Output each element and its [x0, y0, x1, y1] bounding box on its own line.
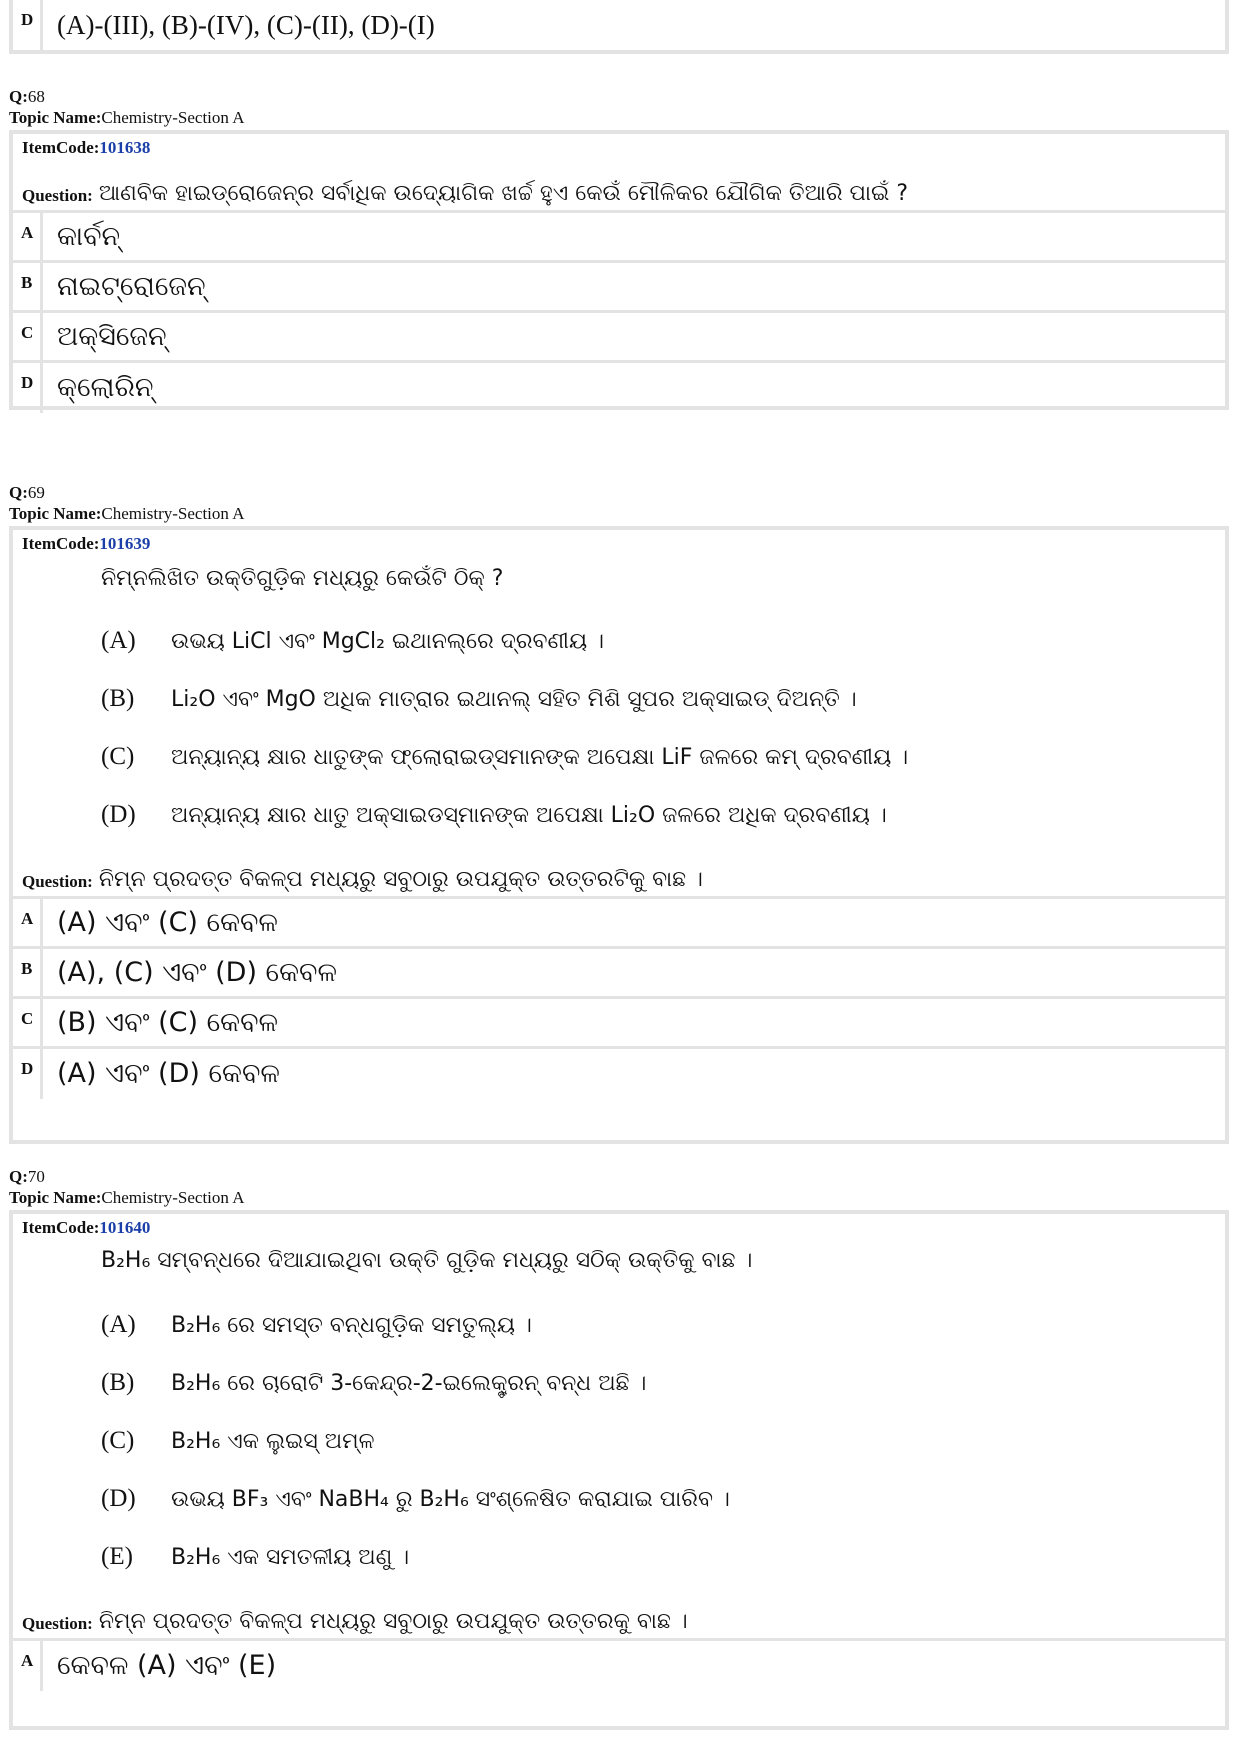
- option-letter: A: [13, 213, 43, 260]
- question-header: [9, 482, 244, 524]
- option-row[interactable]: [13, 949, 1225, 999]
- q-label: Q:: [9, 1167, 28, 1186]
- question-box: [9, 1210, 1229, 1730]
- option-text: (A) ଏବଂ (C) କେବଳ: [57, 906, 278, 938]
- question-number: 69: [27, 483, 45, 502]
- statement: [101, 612, 1225, 670]
- statement-label: (E): [101, 1543, 133, 1570]
- statement-label: (D): [101, 801, 136, 828]
- itemcode-label: ItemCode:: [22, 138, 100, 157]
- topic-label: Topic Name:: [9, 504, 102, 523]
- option-text: ନାଇଟ୍ରୋଜେନ୍: [57, 270, 206, 302]
- option-letter: C: [13, 313, 43, 360]
- statement-label: (A): [101, 627, 136, 654]
- question-number: 70: [27, 1167, 45, 1186]
- statement: [101, 728, 1225, 786]
- option-row[interactable]: [13, 1641, 1225, 1691]
- option-text: (A), (C) ଏବଂ (D) କେବଳ: [57, 956, 337, 988]
- statement-text: ଅନ୍ୟାନ୍ୟ କ୍ଷାର ଧାତୁଙ୍କ ଫ୍ଲୋରାଇଡ୍‌ସମାନଙ୍କ ଅପେକ୍ଷା LiF ଜଳରେ କମ୍ ଦ୍ରବଣୀୟ ।: [171, 744, 909, 770]
- question-label: Question:: [22, 186, 93, 205]
- question-label: Question:: [22, 872, 93, 891]
- itemcode-label: ItemCode:: [22, 1218, 100, 1237]
- itemcode-value: 101639: [99, 534, 151, 553]
- option-row[interactable]: [13, 363, 1225, 413]
- statement-text: Li₂O ଏବଂ MgO ଅଧିକ ମାତ୍ରାର ଇଥାନଲ୍ ସହିତ ମିଶି ସୁପର ଅକ୍ସାଇଡ୍ ଦିଅନ୍ତି ।: [171, 686, 857, 712]
- statement-text: ଉଭୟ LiCl ଏବଂ MgCl₂ ଇଥାନଲ୍‌ରେ ଦ୍ରବଣୀୟ ।: [171, 628, 605, 654]
- topic-name: Chemistry-Section A: [101, 504, 245, 523]
- option-text: କେବଳ (A) ଏବଂ (E): [57, 1650, 277, 1681]
- itemcode-value: 101640: [99, 1218, 151, 1237]
- option-row[interactable]: [13, 999, 1225, 1049]
- prev-options-box: [9, 0, 1229, 54]
- option-row[interactable]: [13, 899, 1225, 949]
- question-number: 68: [27, 87, 45, 106]
- statement-text: B₂H₆ ରେ ଚାରୋଟି 3-କେନ୍ଦ୍ର-2-ଇଲେକ୍ଟ୍ରନ୍ ବନ୍ଧ ଅଛି ।: [171, 1370, 647, 1396]
- question-intro: ନିମ୍ନଲିଖିତ ଉକ୍ତିଗୁଡ଼ିକ ମଧ୍ୟରୁ କେଉଁଟି ଠିକ୍ ?: [101, 566, 504, 591]
- option-letter: D: [13, 1049, 43, 1099]
- question-line: [13, 1586, 1225, 1641]
- question-line: [13, 162, 1225, 213]
- option-text: (B) ଏବଂ (C) କେବଳ: [57, 1006, 278, 1038]
- statement-text: B₂H₆ ରେ ସମସ୍ତ ବନ୍ଧଗୁଡ଼ିକ ସମତୁଲ୍ୟ ।: [171, 1312, 532, 1338]
- q-label: Q:: [9, 87, 28, 106]
- option-row[interactable]: [13, 313, 1225, 363]
- topic-label: Topic Name:: [9, 108, 102, 127]
- statement: [101, 1470, 1225, 1528]
- option-letter: D: [13, 0, 43, 50]
- option-row[interactable]: [13, 263, 1225, 313]
- option-letter: B: [13, 263, 43, 310]
- option-letter: C: [13, 999, 43, 1046]
- topic-name: Chemistry-Section A: [101, 1188, 245, 1207]
- topic-name: Chemistry-Section A: [101, 108, 245, 127]
- option-text: (A)-(III), (B)-(IV), (C)-(II), (D)-(I): [57, 9, 435, 40]
- statement-block: [13, 558, 1225, 844]
- question-box: [9, 526, 1229, 1144]
- item-code: [13, 534, 1225, 558]
- option-row[interactable]: [13, 213, 1225, 263]
- option-row[interactable]: [13, 0, 1225, 50]
- option-letter: A: [13, 1641, 43, 1691]
- statement-label: (C): [101, 743, 135, 770]
- question-intro: B₂H₆ ସମ୍ବନ୍ଧରେ ଦିଆଯାଇଥିବା ଉକ୍ତି ଗୁଡ଼ିକ ମଧ୍ୟରୁ ସଠିକ୍ ଉକ୍ତିକୁ ବାଛ ।: [101, 1248, 753, 1273]
- option-text: (A) ଏବଂ (D) କେବଳ: [57, 1058, 280, 1089]
- topic-label: Topic Name:: [9, 1188, 102, 1207]
- statement: [101, 1528, 1225, 1586]
- itemcode-value: 101638: [99, 138, 151, 157]
- option-letter: A: [13, 899, 43, 946]
- option-letter: D: [13, 363, 43, 413]
- q-label: Q:: [9, 483, 28, 502]
- statement-text: B₂H₆ ଏକ ଲୁଇସ୍ ଅମ୍ଳ: [171, 1428, 375, 1454]
- option-row[interactable]: [13, 1049, 1225, 1099]
- statement-label: (B): [101, 685, 135, 712]
- item-code: [13, 138, 1225, 162]
- itemcode-label: ItemCode:: [22, 534, 100, 553]
- option-text: ଅକ୍ସିଜେନ୍: [57, 320, 167, 352]
- statement: [101, 1354, 1225, 1412]
- question-label: Question:: [22, 1614, 93, 1633]
- question-text: ନିମ୍ନ ପ୍ରଦତ୍ତ ବିକଳ୍ପ ମଧ୍ୟରୁ ସବୁଠାରୁ ଉପଯୁକ୍ତ ଉତ୍ତରକୁ ବାଛ ।: [98, 1609, 688, 1634]
- statement-label: (D): [101, 1485, 136, 1512]
- statement-label: (A): [101, 1311, 136, 1338]
- item-code: [13, 1218, 1225, 1242]
- question-text: ଆଣବିକ ହାଇଡ୍ରୋଜେନ୍‌ର ସର୍ବାଧିକ ଉଦ୍ୟୋଗିକ ଖର୍ଚ୍ଚ ହୁଏ କେଉଁ ମୌଳିକର ଯୌଗିକ ତିଆରି ପାଇଁ ?: [98, 181, 908, 206]
- option-text: କ୍ଲୋରିନ୍: [57, 372, 154, 403]
- statement: [101, 670, 1225, 728]
- question-line: [13, 844, 1225, 899]
- question-text: ନିମ୍ନ ପ୍ରଦତ୍ତ ବିକଳ୍ପ ମଧ୍ୟରୁ ସବୁଠାରୁ ଉପଯୁକ୍ତ ଉତ୍ତରଟିକୁ ବାଛ ।: [98, 867, 703, 892]
- statement-text: B₂H₆ ଏକ ସମତଳୀୟ ଅଣୁ ।: [171, 1544, 410, 1570]
- statement-text: ଅନ୍ୟାନ୍ୟ କ୍ଷାର ଧାତୁ ଅକ୍ସାଇଡସ୍‌ମାନଙ୍କ ଅପେକ୍ଷା Li₂O ଜଳରେ ଅଧିକ ଦ୍ରବଣୀୟ ।: [171, 802, 887, 828]
- question-header: [9, 1166, 244, 1208]
- statement: [101, 786, 1225, 844]
- statement: [101, 1296, 1225, 1354]
- statement: [101, 1412, 1225, 1470]
- statement-block: [13, 1242, 1225, 1586]
- option-letter: B: [13, 949, 43, 996]
- question-header: [9, 86, 244, 128]
- statement-label: (C): [101, 1427, 135, 1454]
- question-box: [9, 130, 1229, 410]
- option-text: କାର୍ବନ୍: [57, 220, 121, 252]
- statement-text: ଉଭୟ BF₃ ଏବଂ NaBH₄ ରୁ B₂H₆ ସଂଶ୍ଳେଷିତ କରାଯାଇ ପାରିବ ।: [171, 1486, 730, 1512]
- statement-label: (B): [101, 1369, 135, 1396]
